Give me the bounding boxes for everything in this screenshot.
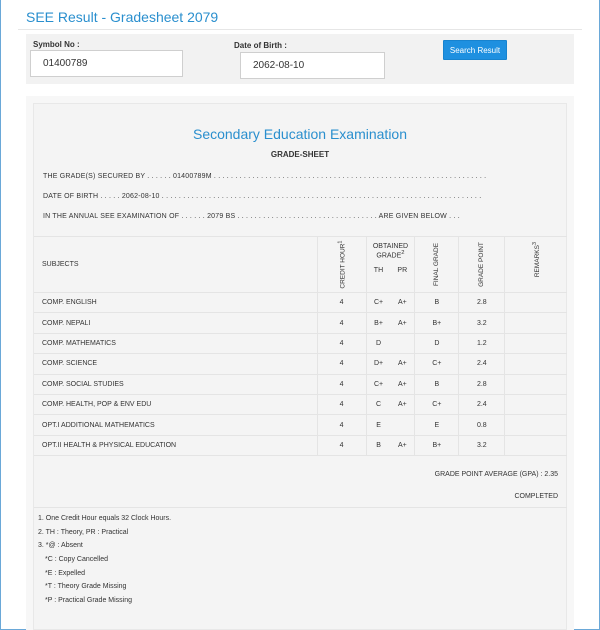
cell-pr-grade: A+ [397,299,407,307]
note-theory-missing: *T : Theory Grade Missing [45,583,127,590]
cell-credit-hour: 4 [317,333,366,353]
cell-obtained-grade [366,374,415,394]
page-title: SEE Result - Gradesheet 2079 [26,9,219,25]
table-header-row [34,237,567,293]
cell-th-grade: C [376,401,382,409]
gradesheet [33,103,567,630]
title-divider [18,29,582,30]
notes-divider [34,507,567,508]
cell-grade-point: 2.8 [459,293,505,313]
cell-credit-hour: 4 [317,374,366,394]
table-row [34,394,567,414]
search-panel [26,34,574,84]
header-grade-point: GRADE POINT [459,237,505,293]
cell-obtained-grade [366,293,415,313]
cell-grade-point: 2.4 [459,394,505,414]
symbol-no-input[interactable] [30,50,183,77]
symbol-no-label: Symbol No : [33,40,80,49]
cell-remarks [505,415,567,435]
table-row [34,374,567,394]
cell-credit-hour: 4 [317,313,366,333]
header-final-grade: FINAL GRADE [415,237,459,293]
cell-th-grade: C+ [373,380,384,388]
cell-grade-point: 3.2 [459,313,505,333]
note-th-pr: 2. TH : Theory, PR : Practical [38,529,129,536]
cell-subject: COMP. ENGLISH [34,293,317,313]
cell-remarks [505,435,567,455]
cell-subject: OPT.II HEALTH & PHYSICAL EDUCATION [34,435,317,455]
cell-grade-point: 2.4 [459,354,505,374]
cell-final-grade: D [415,333,459,353]
cell-remarks [505,313,567,333]
gradesheet-container [26,96,574,630]
header-obtained-grade: OBTAINED GRADE$^2$ TH PR [366,237,415,293]
cell-obtained-grade [366,354,415,374]
cell-grade-point: 1.2 [459,333,505,353]
table-row [34,313,567,333]
cell-remarks [505,333,567,353]
grades-secured-line: THE GRADE(S) SECURED BY . . . . . . 01400789M . . . . . . . . . . . . . . . . . . . . . . . . . . . . . . . . . . . . . . . . . . . . . . . . . . . . . . . . . . . . . . . . [43,173,487,180]
cell-th-grade: C+ [373,299,384,307]
cell-subject: OPT.I ADDITIONAL MATHEMATICS [34,415,317,435]
gpa-summary: GRADE POINT AVERAGE (GPA) : 2.35 [434,471,558,478]
table-row [34,354,567,374]
cell-pr-grade [392,422,412,429]
cell-obtained-grade [366,394,415,414]
cell-subject: COMP. SOCIAL STUDIES [34,374,317,394]
exam-title: Secondary Education Examination [192,126,408,142]
cell-pr-grade: A+ [397,401,407,409]
note-expelled: *E : Expelled [45,570,86,577]
cell-pr-grade: A+ [397,319,407,327]
cell-pr-grade: A+ [397,441,407,449]
header-pr: PR [397,267,408,275]
cell-subject: COMP. NEPALI [34,313,317,333]
header-remarks: REMARKS$^3$ [505,237,567,293]
note-practical-missing: *P : Practical Grade Missing [45,597,133,604]
cell-subject: COMP. SCIENCE [34,354,317,374]
date-of-birth-line: DATE OF BIRTH . . . . . 2062-08-10 . . . . . . . . . . . . . . . . . . . . . . . . . . . . . . . . . . . . . . . . . . . . . . . . . . . . . . . . . . . . . . . . . . . . . . . . . . . [43,193,482,200]
table-row [34,333,567,353]
cell-pr-grade [392,340,412,347]
cell-grade-point: 0.8 [459,415,505,435]
cell-th-grade: B+ [374,319,383,327]
cell-pr-grade: A+ [397,380,407,388]
cell-final-grade: B [415,293,459,313]
cell-final-grade: C+ [415,394,459,414]
dob-label: Date of Birth : [234,41,287,50]
search-result-button[interactable]: Search Result [443,40,507,60]
cell-credit-hour: 4 [317,354,366,374]
cell-remarks [505,293,567,313]
exam-info-line: IN THE ANNUAL SEE EXAMINATION OF . . . . . . 2079 BS . . . . . . . . . . . . . . . . . . . . . . . . . . . . . . . . . ARE GIVEN BELOW . . . [43,213,460,220]
cell-pr-grade: A+ [397,360,407,368]
cell-final-grade: B+ [415,313,459,333]
cell-credit-hour: 4 [317,293,366,313]
cell-subject: COMP. MATHEMATICS [34,333,317,353]
table-row [34,293,567,313]
note-copy-cancelled: *C : Copy Cancelled [45,556,109,563]
cell-th-grade: E [376,421,381,429]
cell-subject: COMP. HEALTH, POP & ENV EDU [34,394,317,414]
note-credit-hour: 1. One Credit Hour equals 32 Clock Hours. [38,515,172,522]
cell-credit-hour: 4 [317,415,366,435]
completion-status: COMPLETED [514,493,558,500]
cell-final-grade: B+ [415,435,459,455]
gradesheet-subtitle: GRADE-SHEET [270,150,330,159]
cell-obtained-grade [366,333,415,353]
cell-obtained-grade [366,415,415,435]
table-row [34,435,567,455]
header-credit-hour: CREDIT HOUR$^1$ [317,237,366,293]
note-absent: 3. *@ : Absent [38,542,83,549]
header-th: TH [373,267,384,275]
cell-remarks [505,394,567,414]
header-subjects: SUBJECTS [34,237,317,293]
cell-final-grade: B [415,374,459,394]
dob-input[interactable] [240,52,385,79]
cell-final-grade: E [415,415,459,435]
cell-credit-hour: 4 [317,435,366,455]
cell-credit-hour: 4 [317,394,366,414]
cell-grade-point: 3.2 [459,435,505,455]
table-row [34,415,567,435]
cell-th-grade: D+ [373,360,384,368]
cell-remarks [505,354,567,374]
cell-obtained-grade [366,435,415,455]
cell-grade-point: 2.8 [459,374,505,394]
cell-th-grade: B [376,441,381,449]
cell-th-grade: D [376,339,382,347]
cell-remarks [505,374,567,394]
grades-table [34,236,567,456]
cell-final-grade: C+ [415,354,459,374]
cell-obtained-grade [366,313,415,333]
